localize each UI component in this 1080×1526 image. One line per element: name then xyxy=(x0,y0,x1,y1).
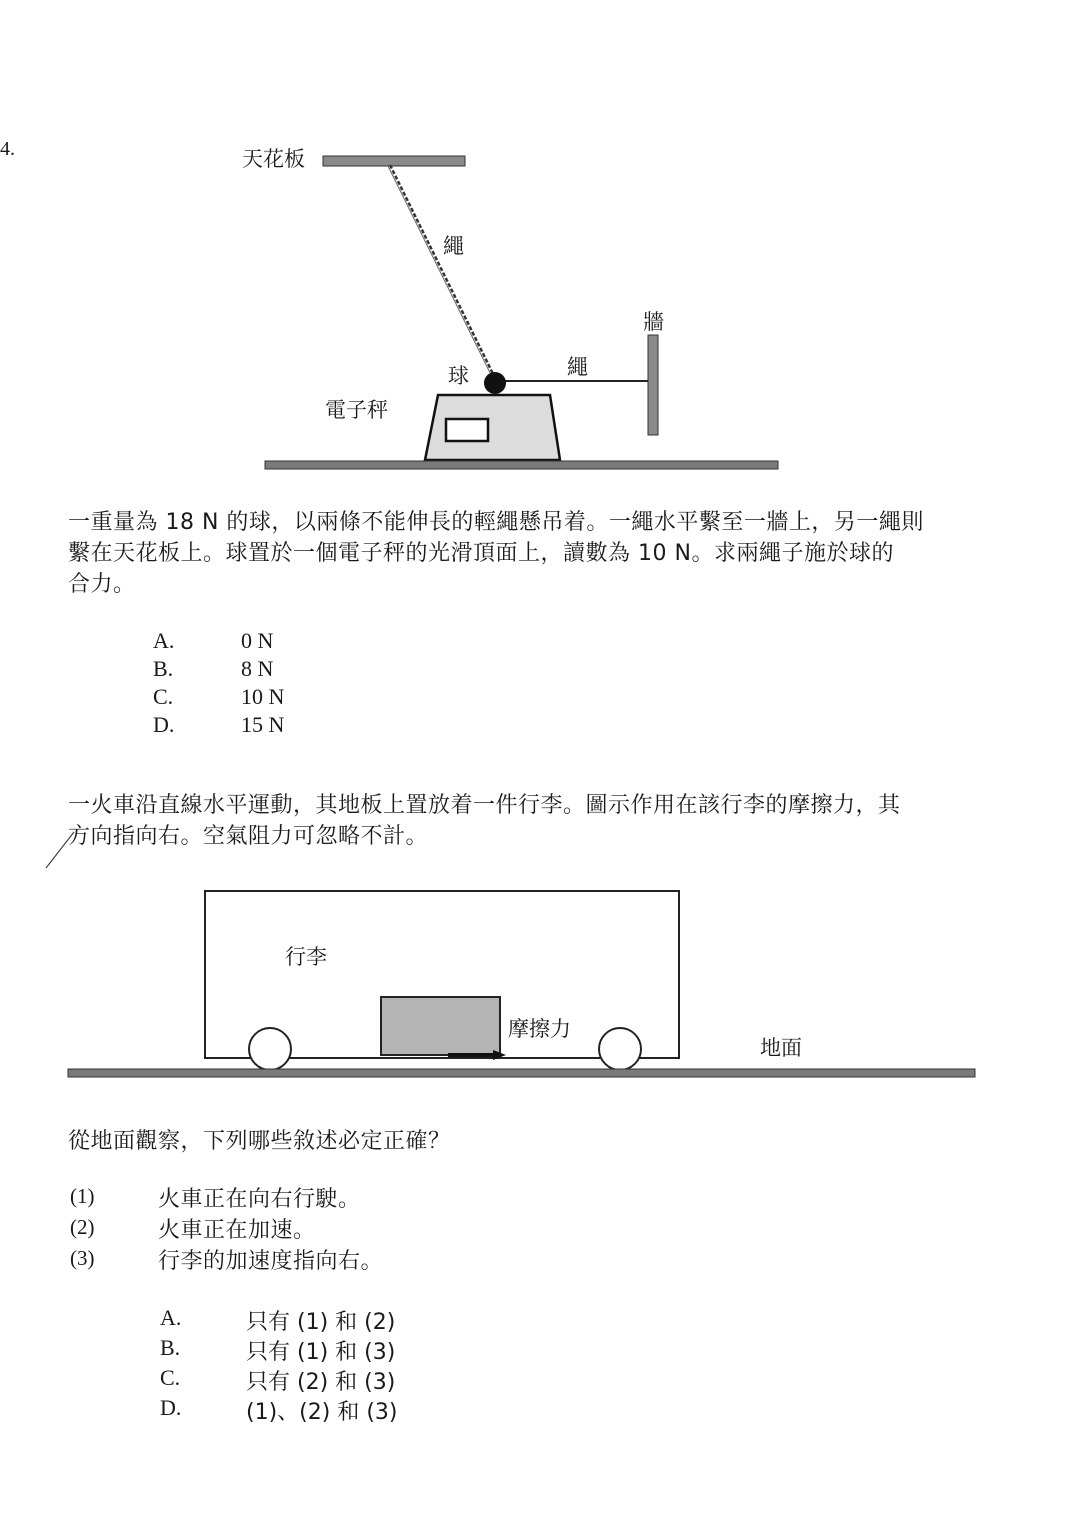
option-row xyxy=(153,684,284,712)
stem-line: 繫在天花板上。球置於一個電子秤的光滑頂面上，讀數為 10 N。求兩繩子施於球的 xyxy=(68,541,894,566)
statement-text: 火車正在向右行駛。 xyxy=(158,1187,361,1212)
stem-line: 合力。 xyxy=(68,572,136,597)
option-row xyxy=(153,628,284,656)
friction-label: 摩擦力 xyxy=(508,1017,571,1041)
rope-to-ceiling-strand xyxy=(388,166,495,383)
option-row xyxy=(160,1395,397,1425)
option-letter: A. xyxy=(160,1305,182,1330)
wall xyxy=(648,335,658,435)
ceiling-bar xyxy=(323,156,465,166)
option-letter: D. xyxy=(160,1395,182,1420)
intro-line: 一火車沿直線水平運動，其地板上置放着一件行李。圖示作用在該行李的摩擦力，其 xyxy=(68,793,901,818)
option-letter: B. xyxy=(153,656,174,681)
question-stem xyxy=(68,507,1058,600)
option-text: 10 N xyxy=(241,684,285,709)
option-row xyxy=(153,712,284,740)
ball-label: 球 xyxy=(448,364,469,388)
option-letter: B. xyxy=(160,1335,181,1360)
train-diagram xyxy=(60,880,985,1090)
stem-line: 一重量為 18 N 的球，以兩條不能伸長的輕繩懸吊着。一繩水平繫至一牆上，另一繩則 xyxy=(68,510,924,535)
option-row xyxy=(153,656,284,684)
statement-number: (2) xyxy=(70,1215,95,1239)
statements-list xyxy=(70,1184,383,1277)
ceiling-label: 天花板 xyxy=(242,147,305,171)
option-letter: C. xyxy=(153,684,174,709)
scale-display xyxy=(446,419,488,441)
ground-label: 地面 xyxy=(760,1036,802,1060)
statement-row xyxy=(70,1184,383,1215)
option-text: 15 N xyxy=(241,712,285,737)
option-text: 8 N xyxy=(241,656,274,681)
option-text: 只有 (2) 和 (3) xyxy=(246,1370,396,1395)
option-letter: A. xyxy=(153,628,175,653)
question-number: 4. xyxy=(0,138,15,160)
rope2-label: 繩 xyxy=(567,355,588,379)
question2-prompt: 從地面觀察，下列哪些敘述必定正確？ xyxy=(68,1129,451,1154)
statement-text: 火車正在加速。 xyxy=(158,1218,316,1243)
statement-row xyxy=(70,1246,383,1277)
ball xyxy=(484,372,506,394)
option-text: (1)、(2) 和 (3) xyxy=(246,1400,398,1425)
wheel-left xyxy=(249,1028,291,1070)
option-text: 只有 (1) 和 (2) xyxy=(246,1310,396,1335)
answer-options-2 xyxy=(160,1305,397,1425)
statement-number: (3) xyxy=(70,1246,95,1270)
statement-row xyxy=(70,1215,383,1246)
option-row xyxy=(160,1335,397,1365)
rope1-label: 繩 xyxy=(443,234,464,258)
ground-bar xyxy=(265,461,778,469)
wheel-right xyxy=(599,1028,641,1070)
ground-bar xyxy=(68,1069,975,1077)
answer-options xyxy=(153,628,284,740)
option-row xyxy=(160,1365,397,1395)
statement-text: 行李的加速度指向右。 xyxy=(158,1249,384,1274)
question2-intro xyxy=(68,790,1058,852)
statement-number: (1) xyxy=(70,1184,95,1208)
option-letter: C. xyxy=(160,1365,181,1390)
wall-label: 牆 xyxy=(643,310,664,334)
luggage-label: 行李 xyxy=(285,945,327,969)
ball-scale-diagram xyxy=(230,135,790,480)
option-row xyxy=(160,1305,397,1335)
option-text: 0 N xyxy=(241,628,274,653)
rope-to-ceiling xyxy=(390,165,497,382)
intro-line: 方向指向右。空氣阻力可忽略不計。 xyxy=(68,824,429,849)
option-text: 只有 (1) 和 (3) xyxy=(246,1340,396,1365)
pen-mark xyxy=(40,828,80,873)
option-letter: D. xyxy=(153,712,175,737)
luggage xyxy=(381,997,500,1055)
scale-label: 電子秤 xyxy=(325,398,388,422)
